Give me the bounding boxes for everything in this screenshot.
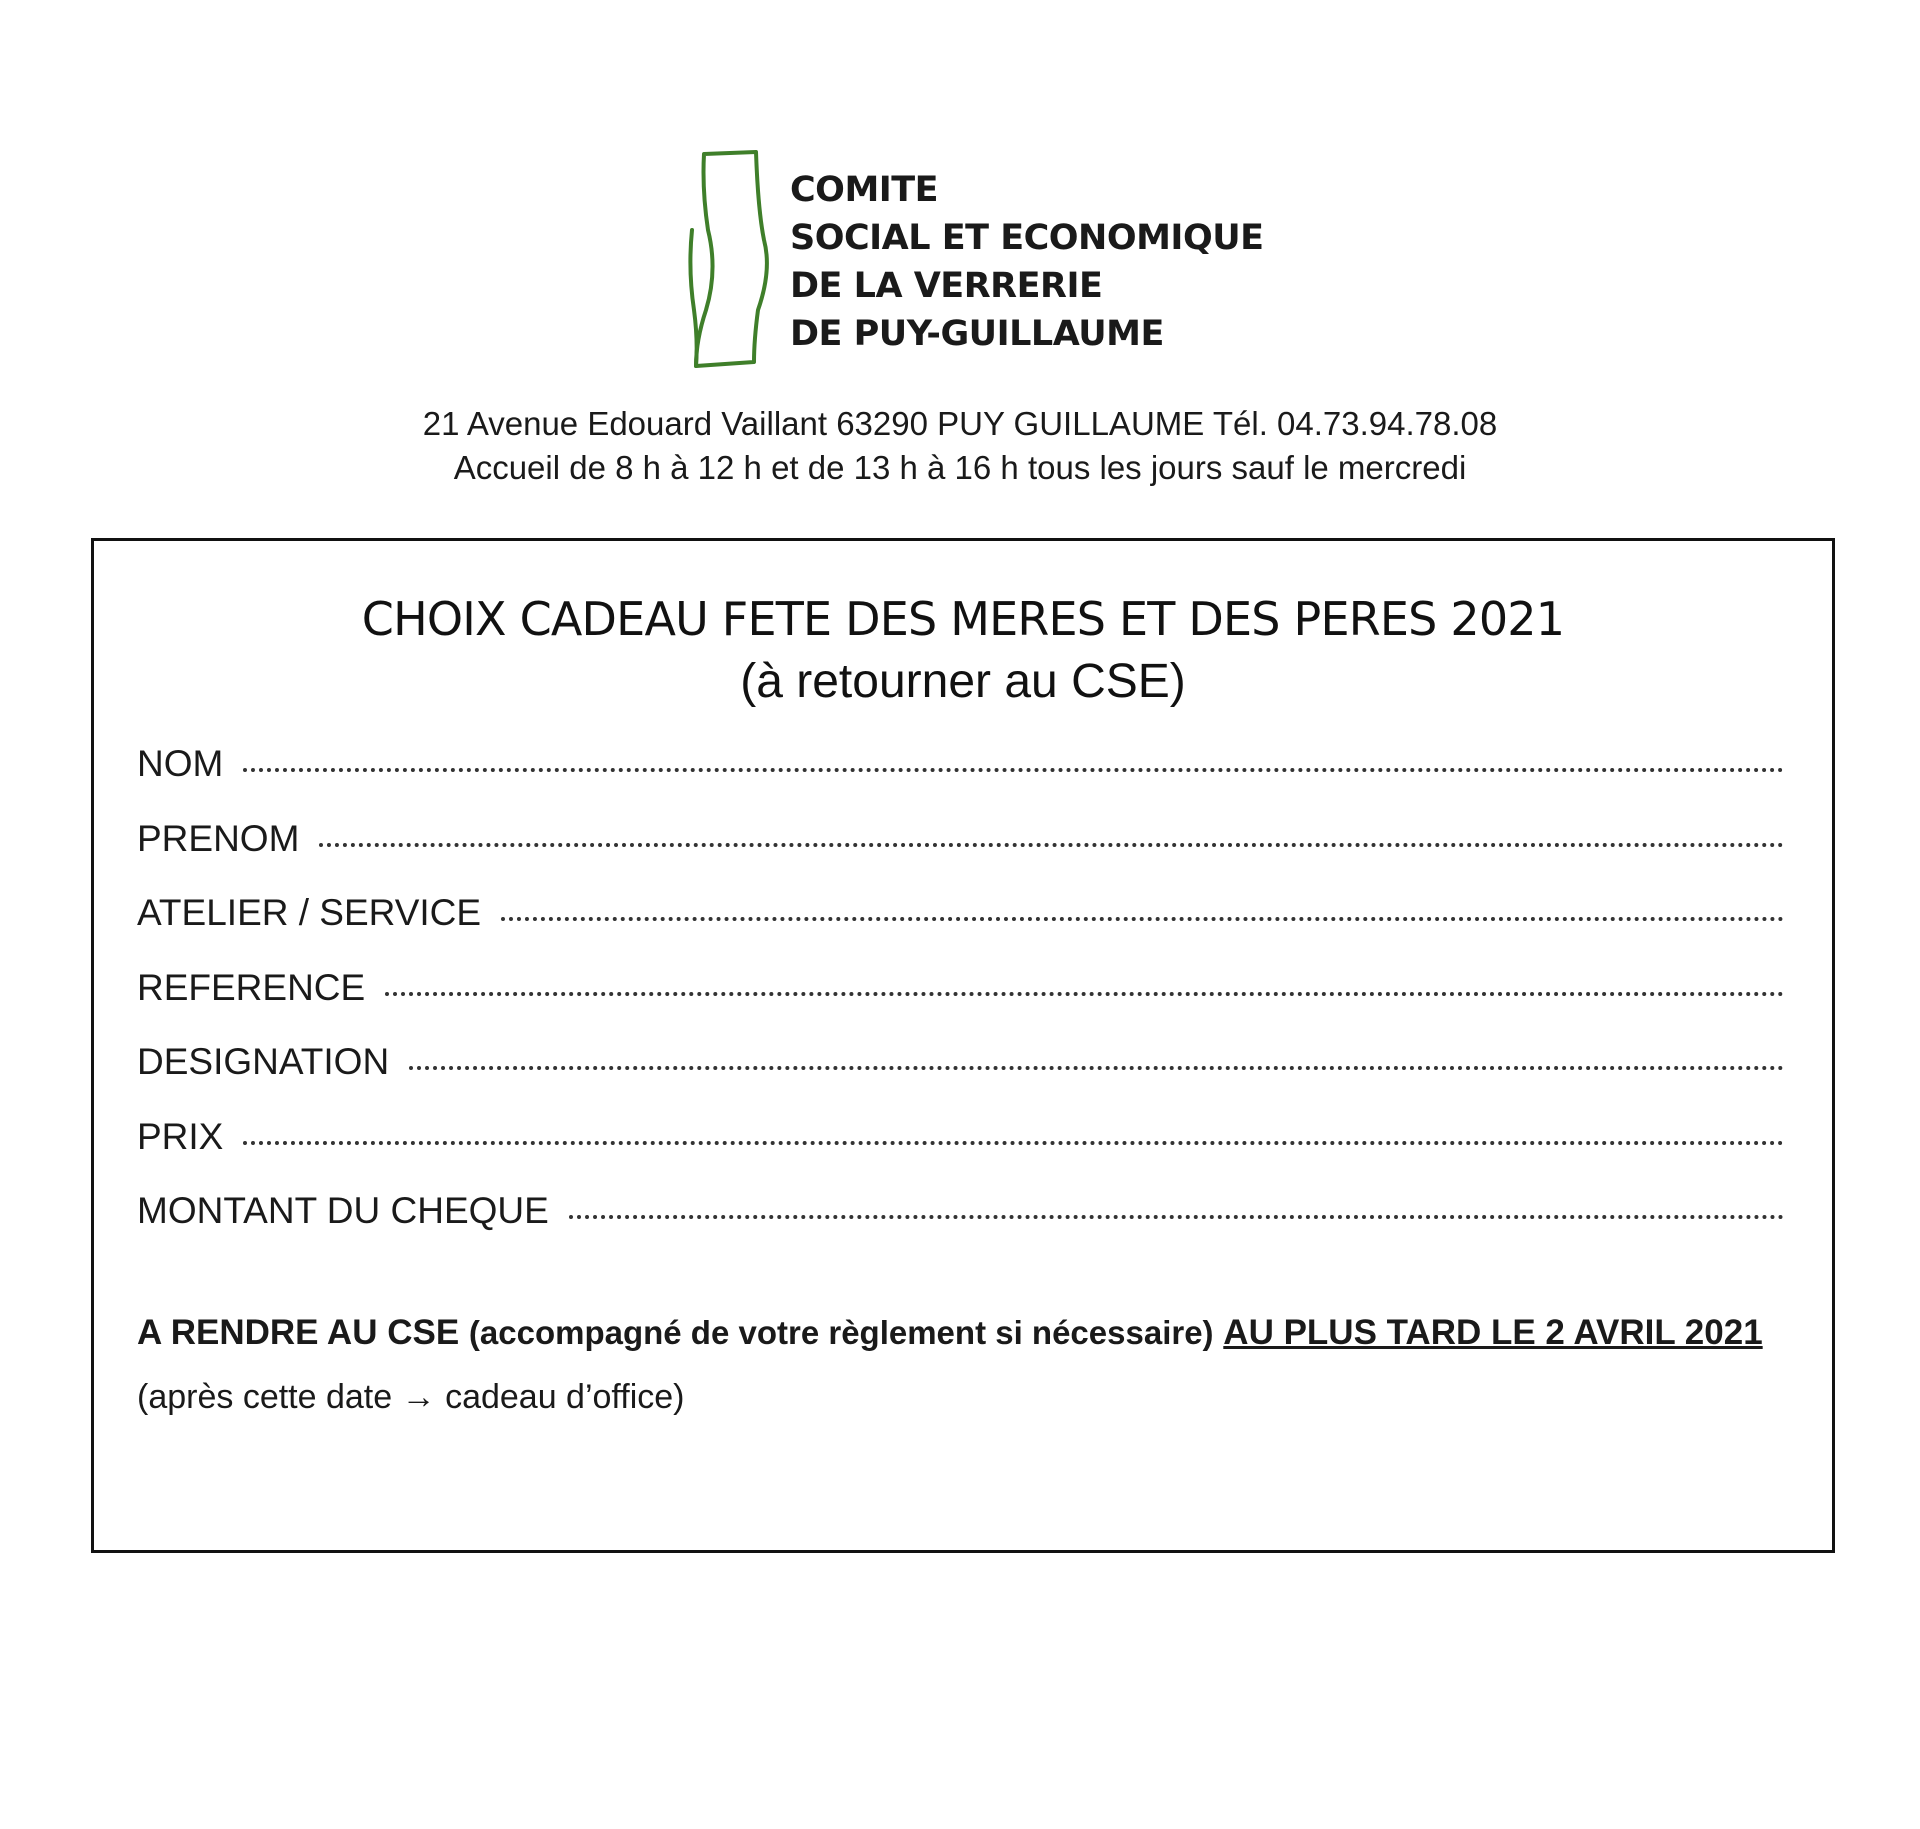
field-label: REFERENCE (137, 966, 366, 1008)
gift-choice-form (91, 538, 1835, 1553)
field-label: ATELIER / SERVICE (137, 892, 482, 933)
dotted-line[interactable] (569, 1212, 1784, 1219)
logo-text (790, 166, 1264, 358)
dotted-line[interactable] (319, 840, 1784, 847)
logo-line: SOCIAL ET ECONOMIQUE (790, 218, 1264, 258)
logo-line: DE LA VERRERIE (790, 266, 1103, 306)
arrow-right-icon: → (401, 1378, 436, 1416)
field-prix[interactable] (137, 1112, 1784, 1187)
dotted-line[interactable] (243, 1138, 1784, 1145)
field-label: NOM (137, 743, 224, 784)
field-label: MONTANT DU CHEQUE (137, 1190, 549, 1231)
dotted-line[interactable] (501, 914, 1784, 921)
form-fields (137, 739, 1784, 1261)
dotted-line[interactable] (409, 1063, 1784, 1070)
default-gift-notice (137, 1372, 685, 1422)
notice-middle: (accompagné de votre règlement si nécessaire) (468, 1314, 1214, 1351)
return-notice (137, 1308, 1763, 1358)
field-reference[interactable] (137, 963, 1784, 1038)
notice-lead: A RENDRE AU CSE (137, 1313, 460, 1352)
notice-after2: cadeau d’office) (445, 1378, 685, 1416)
field-label: DESIGNATION (137, 1041, 390, 1082)
field-nom[interactable] (137, 739, 1784, 814)
field-atelier-service[interactable] (137, 888, 1784, 963)
field-prenom[interactable] (137, 814, 1784, 889)
cse-logo (682, 150, 1262, 375)
field-montant-du-cheque[interactable] (137, 1186, 1784, 1261)
field-label: PRENOM (137, 817, 300, 859)
notice-after: (après cette date (137, 1378, 393, 1416)
form-subtitle: (à retourner au CSE) (740, 655, 1186, 708)
dotted-line[interactable] (385, 989, 1784, 996)
form-title: CHOIX CADEAU FETE DES MERES ET DES PERES 2021 (361, 592, 1565, 646)
opening-hours-line: Accueil de 8 h à 12 h et de 13 h à 16 h tous les jours sauf le mercredi (453, 449, 1467, 486)
field-label: PRIX (137, 1115, 224, 1157)
logo-line: DE PUY-GUILLAUME (790, 314, 1164, 354)
dotted-line[interactable] (243, 765, 1784, 772)
logo-line: COMITE (790, 170, 939, 210)
field-designation[interactable] (137, 1037, 1784, 1112)
address-block (0, 402, 1920, 490)
glass-bottle-outline-icon (682, 150, 782, 375)
address-line: 21 Avenue Edouard Vaillant 63290 PUY GUILLAUME Tél. 04.73.94.78.08 (422, 405, 1498, 442)
notice-deadline: AU PLUS TARD LE 2 AVRIL 2021 (1223, 1313, 1763, 1352)
